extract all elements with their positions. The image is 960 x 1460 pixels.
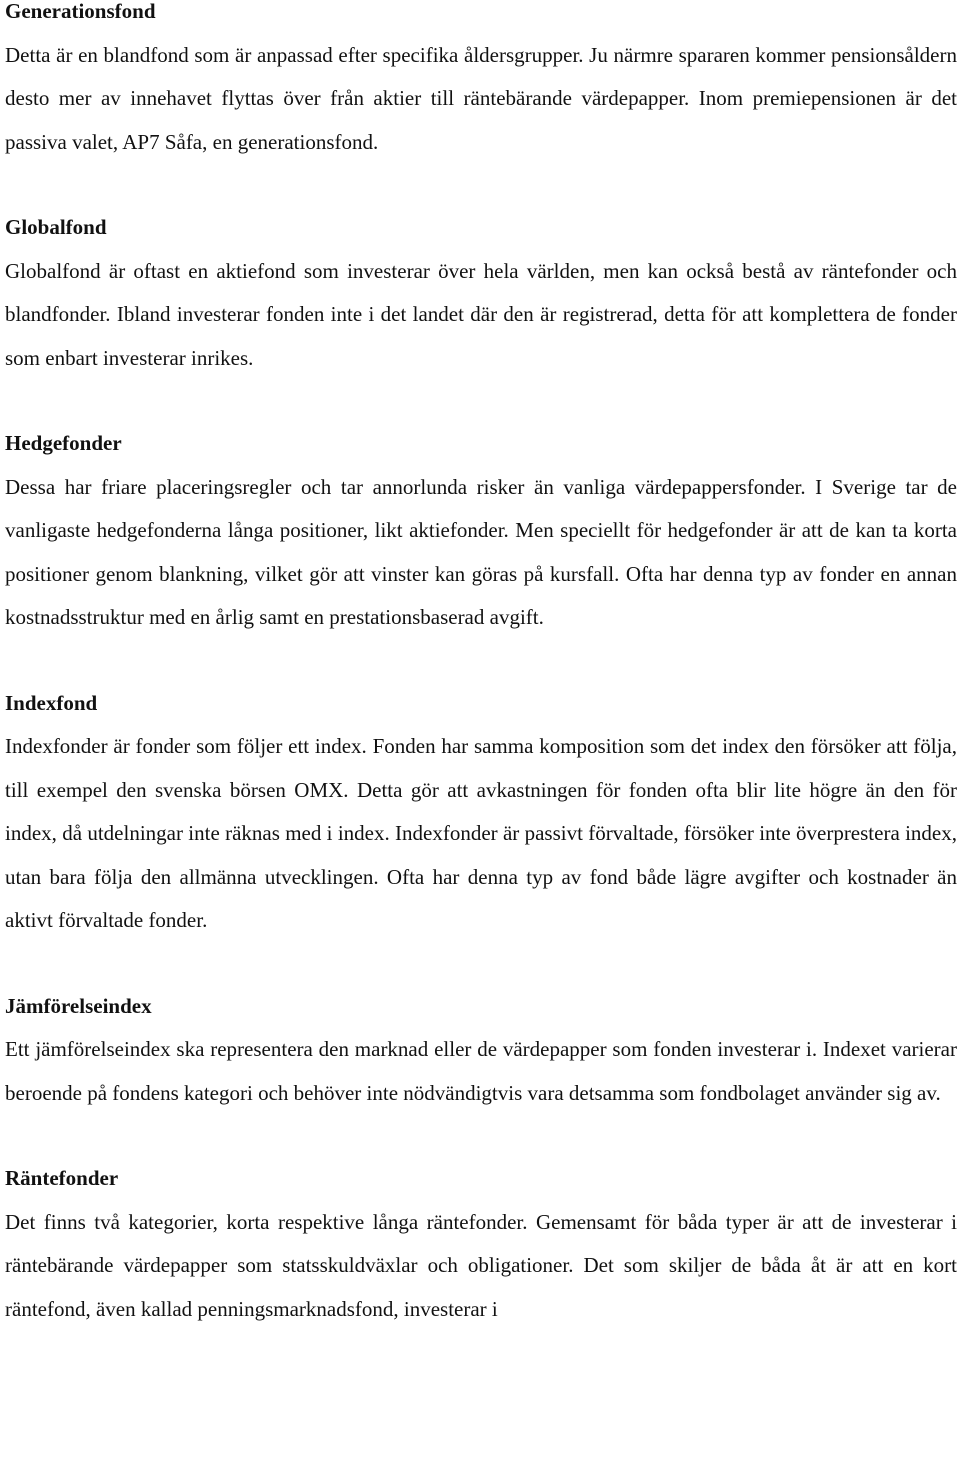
- document-body: [5, 0, 957, 1373]
- section-paragraph: Dessa har friare placeringsregler och tar annorlunda risker än vanliga värdepappersfonder. I Sverige tar de vanligaste hedgefonderna långa positioner, likt aktiefonder. Men speciellt för hedgefonder är att de kan ta korta positioner genom blankning, vilket gör att vinster kan göras på kursfall. Ofta har denna typ av fonder en annan kostnadsstruktur med en årlig samt en prestationsbaserad avgift.: [5, 474, 957, 629]
- section-indexfond: [5, 682, 957, 943]
- section-heading: Generationsfond: [5, 0, 156, 23]
- section-heading: Jämförelseindex: [5, 993, 152, 1018]
- section-heading: Indexfond: [5, 690, 98, 715]
- section-rantefonder: [5, 1157, 957, 1331]
- section-heading: Globalfond: [5, 215, 107, 239]
- section-globalfond: [5, 206, 957, 380]
- section-jamforelseindex: [5, 985, 957, 1116]
- section-paragraph: Detta är en blandfond som är anpassad efter specifika åldersgrupper. Ju närmre spararen kommer pensionsåldern desto mer av innehavet flyttas över från aktier till räntebärande värdepapper. Inom premiepensionen är det passiva valet, AP7 Såfa, en generationsfond.: [5, 42, 957, 154]
- section-generationsfond: [5, 0, 957, 164]
- section-paragraph: Globalfond är oftast en aktiefond som investerar över hela världen, men kan också bestå av räntefonder och blandfonder. Ibland investerar fonden inte i det landet där den är registrerad, detta för att komplettera de fonder som enbart investerar inrikes.: [5, 258, 957, 370]
- section-paragraph: Ett jämförelseindex ska representera den marknad eller de värdepapper som fonden investerar i. Indexet varierar beroende på fondens kategori och behöver inte nödvändigtvis vara detsamma som fondbolaget använder sig av.: [5, 1037, 957, 1105]
- section-paragraph: Indexfonder är fonder som följer ett index. Fonden har samma komposition som det index den försöker att följa, till exempel den svenska börsen OMX. Detta gör att avkastningen för fonden ofta blir lite högre än den för index, då utdelningar inte räknas med i index. Indexfonder är passivt förvaltade, försöker inte överprestera index, utan bara följa den allmänna utvecklingen. Ofta har denna typ av fond både lägre avgifter och kostnader än aktivt förvaltade fonder.: [5, 734, 957, 932]
- section-heading: Hedgefonder: [5, 431, 122, 455]
- section-hedgefonder: [5, 422, 957, 640]
- section-paragraph: Det finns två kategorier, korta respektive långa räntefonder. Gemensamt för båda typer är att de investerar i räntebärande värdepapper som statsskuldväxlar och obligationer. Det som skiljer de båda åt är att en kort räntefond, även kallad penningsmarknadsfond, investerar i: [5, 1209, 957, 1321]
- section-heading: Räntefonder: [5, 1166, 119, 1190]
